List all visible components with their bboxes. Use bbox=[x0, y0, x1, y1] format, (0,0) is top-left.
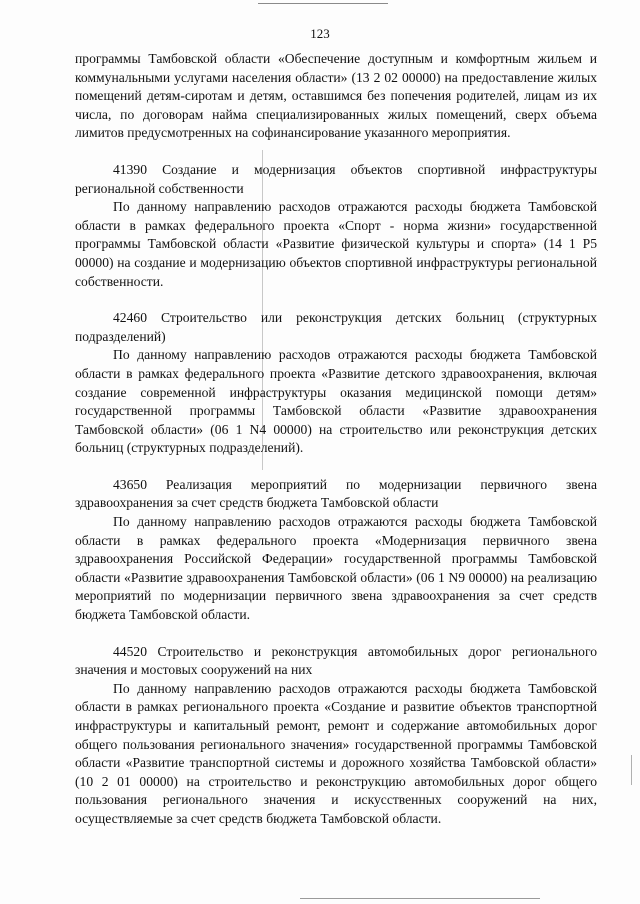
scan-artifact-top bbox=[258, 3, 388, 4]
page-number: 123 bbox=[310, 26, 330, 41]
document-body bbox=[75, 50, 597, 829]
section-body: По данному направлению расходов отражаются расходы бюджета Тамбовской области в рамках регионального проекта «Создание и развитие объектов транспортной инфраструктуры и капитальный ремонт, ремонт и содержание автомобильных дорог общего пользования регионального значения» государственной программы Тамбовской области «Развитие транспортной системы и дорожного хозяйства Тамбовской области» (10 2 01 00000) на строительство и реконструкцию автомобильных дорог общего пользования регионального значения и искусственных сооружений на них, осуществляемые за счет средств бюджета Тамбовской области. bbox=[75, 680, 597, 826]
section-42460 bbox=[75, 309, 597, 458]
scan-artifact-bottom bbox=[300, 898, 540, 899]
section-title: 44520 Строительство и реконструкция автомобильных дорог регионального значения и мостовых сооружений на них bbox=[75, 643, 597, 678]
section-body: По данному направлению расходов отражаются расходы бюджета Тамбовской области в рамках федерального проекта «Модернизация первичного звена здравоохранения Российской Федерации» государственной программы Тамбовской области «Развитие здравоохранения Тамбовской области» (06 1 N9 00000) на реализацию мероприятий по модернизации первичного звена здравоохранения за счет средств бюджета Тамбовской области. bbox=[75, 514, 597, 623]
intro-paragraph: программы Тамбовской области «Обеспечение доступным и комфортным жильем и коммунальными услугами населения области» (13 2 02 00000) на предоставление жилых помещений детям-сиротам и детям, оставшимся без попечения родителей, лицам из их числа, по договорам найма специализированных жилых помещений, сверх объема лимитов предусмотренных на софинансирование указанного мероприятия. bbox=[75, 51, 597, 141]
section-title: 43650 Реализация мероприятий по модернизации первичного звена здравоохранения за счет средств бюджета Тамбовской области bbox=[75, 476, 597, 511]
section-44520 bbox=[75, 643, 597, 829]
section-body: По данному направлению расходов отражаются расходы бюджета Тамбовской области в рамках федерального проекта «Спорт - норма жизни» государственной программы Тамбовской области «Развитие физической культуры и спорта» (14 1 P5 00000) на создание и модернизацию объектов спортивной инфраструктуры региональной собственности. bbox=[75, 199, 597, 289]
scan-artifact-edge bbox=[631, 755, 632, 785]
section-43650 bbox=[75, 476, 597, 625]
section-title: 42460 Строительство или реконструкция детских больниц (структурных подразделений) bbox=[75, 310, 597, 344]
section-body: По данному направлению расходов отражаются расходы бюджета Тамбовской области в рамках федерального проекта «Развитие детского здравоохранения, включая создание современной инфраструктуры оказания медицинской помощи детям» государственной программы Тамбовской области «Развитие здравоохранения Тамбовской области» (06 1 N4 00000) на строительство или реконструкция детских больниц (структурных подразделений). bbox=[75, 347, 597, 456]
section-41390 bbox=[75, 161, 597, 291]
section-title: 41390 Создание и модернизация объектов спортивной инфраструктуры региональной собственности bbox=[75, 161, 597, 196]
